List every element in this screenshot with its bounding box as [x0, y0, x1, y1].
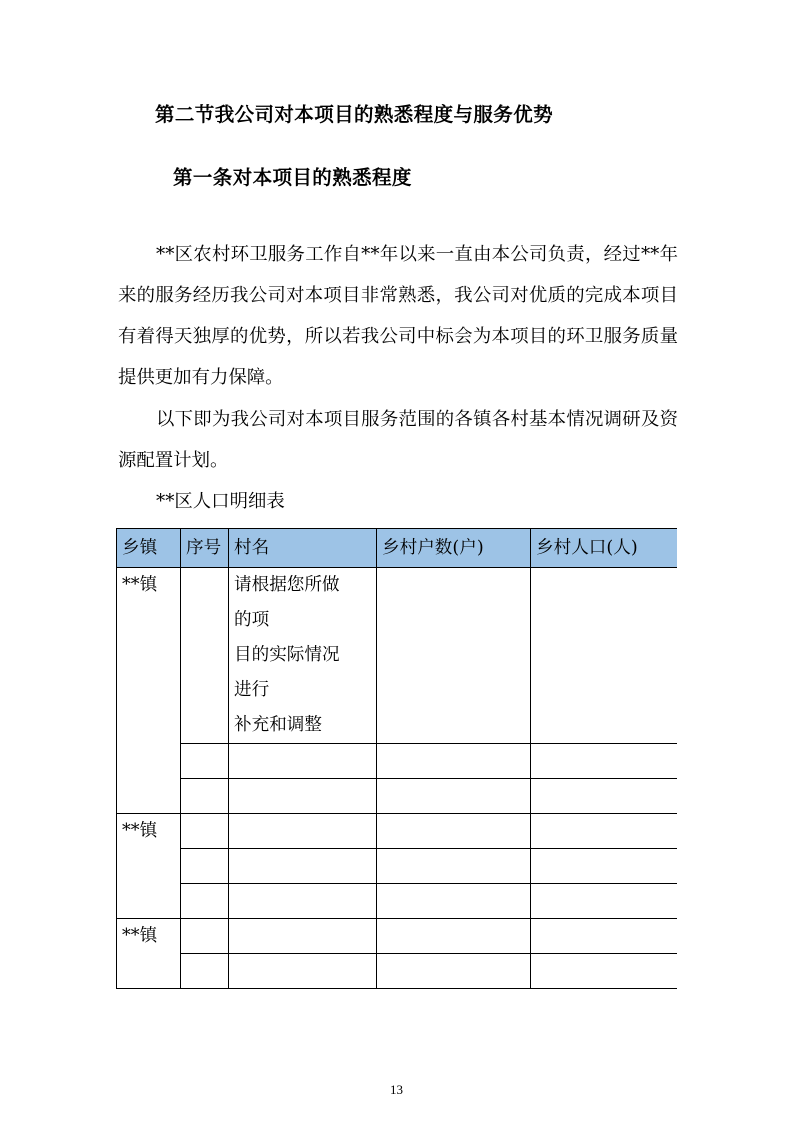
column-header-village: 村名 — [229, 529, 377, 568]
table-row — [117, 849, 678, 884]
cell-households — [377, 779, 531, 814]
cell-town: **镇 — [117, 568, 181, 814]
cell-households — [377, 919, 531, 954]
table-row — [117, 744, 678, 779]
cell-village-line: 请根据您所做 — [234, 575, 340, 595]
cell-population — [531, 919, 678, 954]
cell-village — [229, 884, 377, 919]
table-row — [117, 884, 678, 919]
population-detail-table — [116, 528, 677, 989]
cell-town: **镇 — [117, 919, 181, 989]
cell-population — [531, 954, 678, 989]
page-number-footer: 13 — [390, 1082, 403, 1097]
cell-village-line: 的项 — [234, 610, 270, 630]
cell-village-line: 补充和调整 — [234, 715, 322, 735]
cell-population — [531, 779, 678, 814]
cell-index — [181, 568, 229, 744]
cell-index — [181, 744, 229, 779]
cell-village — [229, 568, 377, 744]
table-body — [117, 568, 678, 989]
column-header-index: 序号 — [181, 529, 229, 568]
cell-households — [377, 814, 531, 849]
cell-population — [531, 884, 678, 919]
cell-households — [377, 744, 531, 779]
table-row — [117, 779, 678, 814]
population-detail-table-wrap — [116, 528, 677, 989]
cell-population — [531, 849, 678, 884]
table-caption: **区人口明细表 — [156, 491, 285, 512]
column-header-households: 乡村户数(户) — [377, 529, 531, 568]
section-heading: 第一条对本项目的熟悉程度 — [173, 166, 412, 189]
body-paragraph-2: 以下即为我公司对本项目服务范围的各镇各村基本情况调研及资源配置计划。 — [118, 409, 678, 471]
table-header-row — [117, 529, 678, 568]
cell-index — [181, 814, 229, 849]
cell-population — [531, 568, 678, 744]
table-row — [117, 919, 678, 954]
cell-households — [377, 568, 531, 744]
cell-households — [377, 954, 531, 989]
cell-households — [377, 884, 531, 919]
cell-village-line: 目的实际情况 — [234, 645, 340, 665]
cell-population — [531, 744, 678, 779]
cell-village — [229, 919, 377, 954]
cell-index — [181, 779, 229, 814]
table-header — [117, 529, 678, 568]
table-row — [117, 814, 678, 849]
cell-village-line: 进行 — [234, 680, 270, 700]
cell-index — [181, 954, 229, 989]
column-header-town: 乡镇 — [117, 529, 181, 568]
cell-village — [229, 954, 377, 989]
cell-village — [229, 849, 377, 884]
table-row — [117, 954, 678, 989]
cell-households — [377, 849, 531, 884]
cell-village — [229, 779, 377, 814]
cell-index — [181, 884, 229, 919]
cell-village — [229, 744, 377, 779]
cell-index — [181, 919, 229, 954]
cell-population — [531, 814, 678, 849]
cell-town: **镇 — [117, 814, 181, 919]
cell-village — [229, 814, 377, 849]
column-header-population: 乡村人口(人) — [531, 529, 678, 568]
table-row — [117, 568, 678, 744]
cell-index — [181, 849, 229, 884]
table-clip-region — [116, 528, 677, 1004]
page-title: 第二节我公司对本项目的熟悉程度与服务优势 — [155, 103, 554, 126]
body-paragraph-1: **区农村环卫服务工作自**年以来一直由本公司负责，经过**年来的服务经历我公司对本项目非常熟悉，我公司对优质的完成本项目有着得天独厚的优势，所以若我公司中标会为本项目的环卫服务质量提供更加有力保障。 — [118, 244, 678, 388]
